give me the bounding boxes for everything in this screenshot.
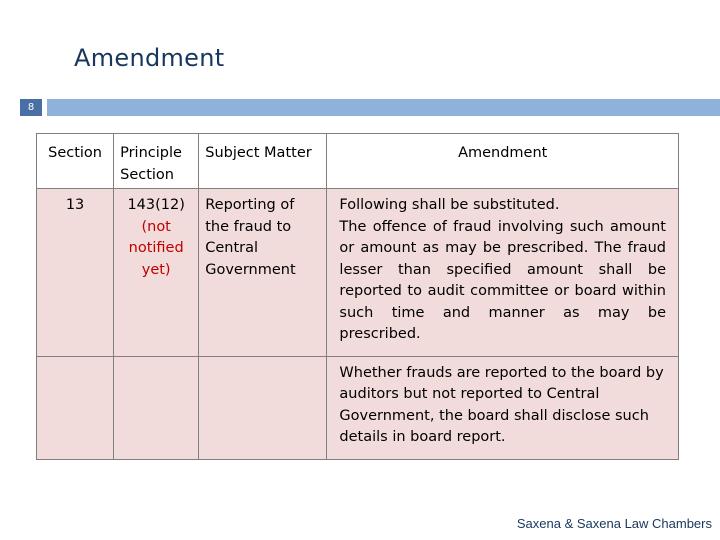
header-bar	[47, 99, 720, 116]
subject-cell-empty	[199, 356, 327, 459]
amendment-table	[36, 133, 679, 460]
principle-cell	[114, 189, 199, 357]
footer-credit: Saxena & Saxena Law Chambers	[516, 516, 712, 531]
amendment-cell	[327, 189, 679, 357]
amendment-intro: Following shall be substituted.	[339, 197, 560, 213]
subject-cell: Reporting of the fraud to Central Government	[199, 189, 327, 357]
header-principle-section: Principle Section	[114, 134, 199, 189]
header-section: Section	[37, 134, 114, 189]
table-row	[37, 356, 679, 459]
principle-note: (not notified yet)	[128, 218, 184, 278]
header-subject-matter: Subject Matter	[199, 134, 327, 189]
amendment-cell: Whether frauds are reported to the board by auditors but not reported to Central Government, the board shall disclose such details in board report.	[327, 356, 679, 459]
principle-number: 143(12)	[127, 197, 185, 213]
table-header-row	[37, 134, 679, 189]
slide-title: Amendment	[74, 44, 225, 72]
slide-number: 8	[20, 99, 42, 116]
header-amendment: Amendment	[327, 134, 679, 189]
principle-cell-empty	[114, 356, 199, 459]
table-row	[37, 189, 679, 357]
amendment-text: The offence of fraud involving such amount or amount as may be prescribed. The fraud lesser than specified amount shall be reported to audit committee or board within such time and manner as may be prescribed.	[339, 218, 666, 342]
section-cell-empty	[37, 356, 114, 459]
section-cell: 13	[37, 189, 114, 357]
